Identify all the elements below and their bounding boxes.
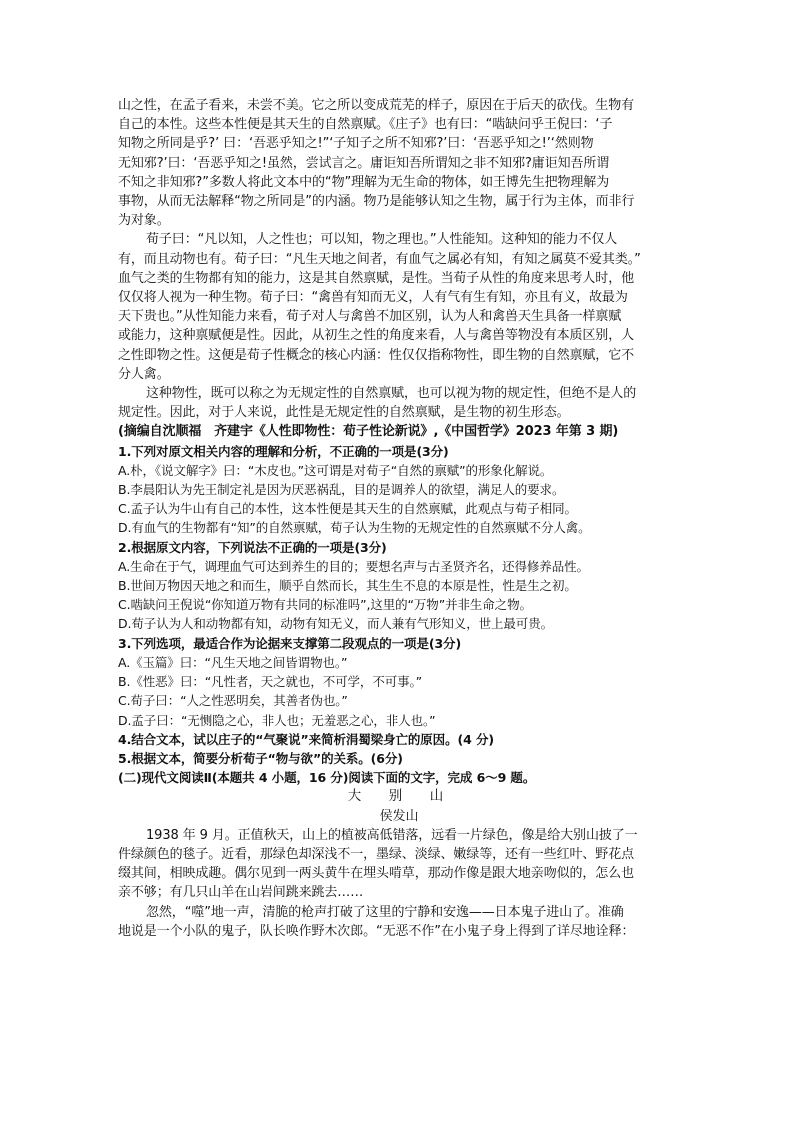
text-line: 地说是一个小队的鬼子，队长唤作野木次郎。“无恶不作”在小鬼子身上得到了详尽地诠释： <box>118 923 635 939</box>
document-page <box>118 96 680 941</box>
question-1: 1.下列对原文相关内容的理解和分析，不正确的一项是(3分) <box>118 443 449 459</box>
question-2: 2.根据原文内容，下列说法不正确的一项是(3分) <box>118 539 387 555</box>
question-4: 4.结合文本，试以庄子的“气聚说”来简析涓蜀梁身亡的原因。(4 分) <box>118 731 494 747</box>
text-line: 仅仅将人视为一种生物。荀子曰：“禽兽有知而无义，人有气有生有知，亦且有义，故最为 <box>118 290 628 306</box>
question-option: A.《玉篇》曰：“凡生天地之间皆谓物也。” <box>118 654 348 670</box>
text-line: 知物之所同是乎?’ 曰：‘吾恶乎知之!”‘子知子之所不知邪?’曰：‘吾恶乎知之!’‘然则物 <box>118 136 594 152</box>
text-line: 无知邪?’曰：‘吾恶乎知之!虽然，尝试言之。庸讵知吾所谓知之非不知邪?庸讵知吾所谓 <box>118 155 610 171</box>
question-option: C.啮缺问王倪说“你知道万物有共同的标准吗”,这里的“万物”并非生命之物。 <box>118 597 532 613</box>
text-line: 缀其间，相映成趣。偶尔见到一两头黄牛在埋头啃草，那动作像是跟大地亲吻似的，怎么也 <box>118 866 635 882</box>
text-line: 或能力，这种禀赋便是性。因此，从初生之性的角度来看，人与禽兽等物没有本质区别，人 <box>118 328 635 344</box>
question-option: B.李晨阳认为先王制定礼是因为厌恶祸乱，目的是调养人的欲望，满足人的要求。 <box>118 482 565 498</box>
text-line: 之性即物之性。这便是荀子性概念的核心内涵：性仅仅指称物性，即生物的自然禀赋，它不 <box>118 347 635 363</box>
story-title: 大 别 山 <box>347 788 451 805</box>
question-option: C.孟子认为牛山有自己的本性，这本性便是其天生的自然禀赋，此观点与荀子相同。 <box>118 501 577 517</box>
text-line: 亲不够；有几只山羊在山岩间跳来跳去…… <box>118 885 364 901</box>
text-line: 分人禽。 <box>118 366 170 382</box>
text-line: 规定性。因此，对于人来说，此性是无规定性的自然禀赋，是生物的初生形态。 <box>118 405 570 421</box>
text-line: 1938 年 9 月。正值秋天，山上的植被高低错落，远看一片绿色，像是给大别山披了一 <box>146 827 638 843</box>
question-option: B.《性恶》曰：“凡性者，天之就也，不可学，不可事。” <box>118 674 423 690</box>
text-line: 不知之非知邪?”多数人将此文本中的“物”理解为无生命的物体，如王博先生把物理解为 <box>118 174 610 190</box>
text-line: 为对象。 <box>118 213 170 229</box>
text-line: 荀子曰：“凡以知，人之性也；可以知，物之理也。”人性能知。这种知的能力不仅人 <box>146 232 618 248</box>
text-line: 件绿颜色的毯子。近看，那绿色却深浅不一，墨绿、淡绿、嫩绿等，还有一些红叶、野花点 <box>118 846 635 862</box>
question-option: D.有血气的生物都有“知”的自然禀赋，荀子认为生物的无规定性的自然禀赋不分人禽。 <box>118 520 591 536</box>
text-line: 忽然，“噬”地一声，清脆的枪声打破了这里的宁静和安逸——日本鬼子进山了。准确 <box>146 904 624 920</box>
question-3: 3.下列选项，最适合作为论据来支撑第二段观点的一项是(3分) <box>118 635 462 651</box>
text-line: 山之性，在孟子看来，未尝不美。它之所以变成荒芜的样子，原因在于后天的砍伐。生物有 <box>118 98 635 113</box>
question-option: C.荀子曰：“人之性恶明矣，其善者伪也。” <box>118 693 348 709</box>
question-5: 5.根据文本，简要分析荀子“物与欲”的关系。(6分) <box>118 750 403 766</box>
story-author: 侯发山 <box>379 808 419 824</box>
text-line: 自己的本性。这些本性便是其天生的自然禀赋。《庄子》也有曰：“啮缺问乎王倪曰：‘子 <box>118 117 613 133</box>
question-option: D.孟子曰：“无恻隐之心，非人也；无羞恶之心，非人也。” <box>118 712 436 728</box>
text-line: 有，而且动物也有。荀子曰：“凡生天地之间者，有血气之属必有知，有知之属莫不爱其类。” <box>118 251 641 267</box>
text-line: 血气之类的生物都有知的能力，这是其自然禀赋，是性。当荀子从性的角度来思考人时，他 <box>118 270 635 286</box>
text-line: 事物，从而无法解释“物之所同是”的内涵。物乃是能够认知之生物，属于行为主体，而非行 <box>118 194 635 210</box>
question-option: B.世间万物因天地之和而生，顺乎自然而长，其生生不息的本原是性，性是生之初。 <box>118 578 577 594</box>
section-heading: (二)现代文阅读Ⅱ(本题共 4 小题，16 分)阅读下面的文字，完成 6～9 题。 <box>118 770 536 786</box>
text-line: 这种物性，既可以称之为无规定性的自然禀赋，也可以视为物的规定性，但绝不是人的 <box>146 386 637 402</box>
text-line: 天下贵也。”从性知能力来看，荀子对人与禽兽不加区别，认为人和禽兽天生具备一样禀赋 <box>118 309 622 325</box>
question-option: D.荀子认为人和动物都有知，动物有知无义，而人兼有气形知义，世上最可贵。 <box>118 616 554 632</box>
question-option: A.朴，《说文解字》曰：“木皮也。”这可谓是对荀子“自然的禀赋”的形象化解说。 <box>118 462 553 478</box>
source-citation: (摘编自沈顺福 齐建宇《人性即物性：荀子性论新说》,《中国哲学》2023 年第 3 期) <box>118 424 619 440</box>
question-option: A.生命在于气，调理血气可达到养生的目的；要想名声与古圣贤齐名，还得修养品性。 <box>118 558 589 574</box>
